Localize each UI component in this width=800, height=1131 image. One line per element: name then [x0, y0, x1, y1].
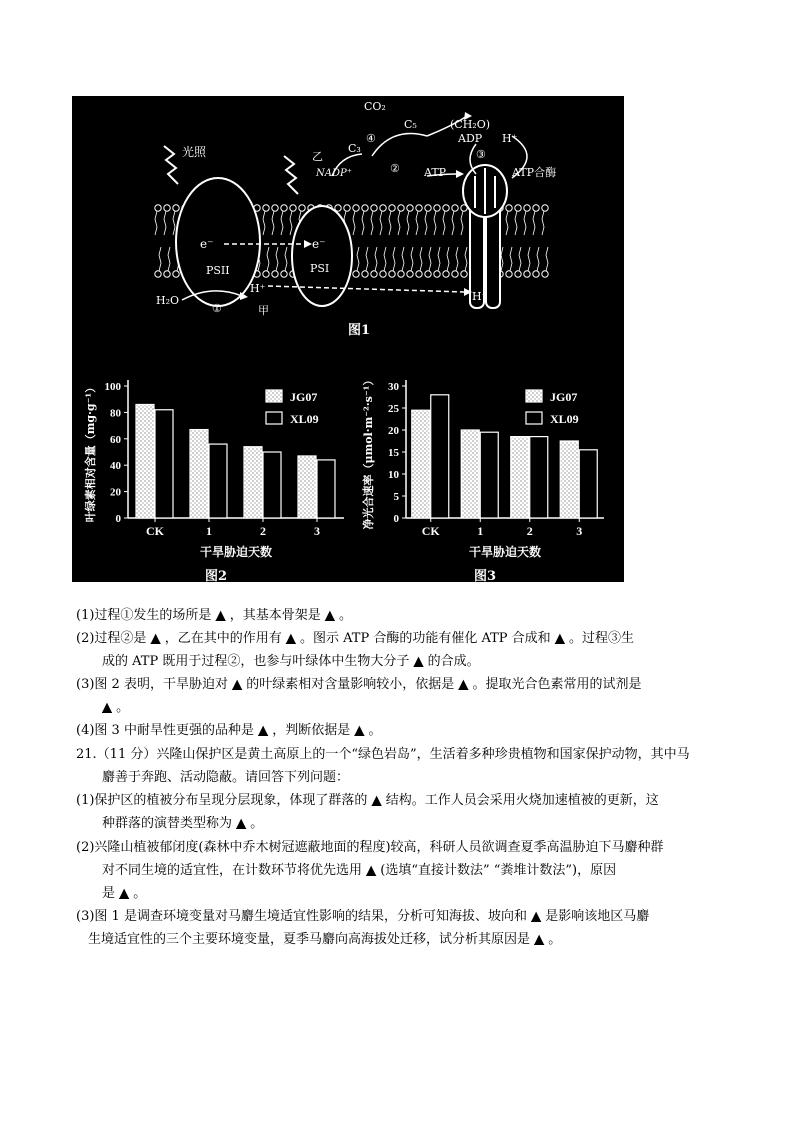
- answer-blank[interactable]: ▲: [215, 608, 226, 623]
- question-21-2c: 是 ▲ 。: [102, 886, 147, 901]
- legend-swatch: [526, 412, 542, 424]
- chart-figure3: [361, 375, 604, 582]
- y-tick-label: 40: [110, 460, 121, 473]
- y-tick-label: 80: [110, 407, 121, 420]
- label-adp: ADP: [458, 132, 483, 145]
- question-2b: 成的 ATP 既用于过程②，也参与叶绿体中生物大分子 ▲ 的合成。: [102, 654, 480, 669]
- label-step4: ④: [366, 132, 376, 145]
- question-21-2a: (2)兴隆山植被郁闭度(森林中乔木树冠遮蔽地面的程度)较高，科研人员欲调查夏季高温胁迫下马麝种群: [76, 840, 664, 855]
- x-axis-label: 干旱胁迫天数: [199, 545, 273, 559]
- bar-jg07-3: [560, 441, 578, 518]
- bar-jg07-2: [244, 447, 262, 518]
- y-tick-label: 100: [104, 381, 121, 393]
- bar-xl09-1: [209, 444, 227, 518]
- label-h2o: H₂O: [156, 294, 180, 307]
- answer-blank[interactable]: ▲: [232, 677, 243, 692]
- x-tick-label: 1: [206, 524, 212, 538]
- label-co2: CO₂: [364, 100, 386, 113]
- x-tick-label: 3: [314, 524, 320, 538]
- label-ch2o: (CH₂O): [450, 118, 491, 131]
- question-1: (1)过程①发生的场所是 ▲ ，其基本骨架是 ▲ 。: [76, 608, 352, 623]
- x-axis-label: 干旱胁迫天数: [468, 545, 542, 559]
- answer-blank[interactable]: ▲: [285, 631, 296, 646]
- x-tick-label: 3: [576, 524, 583, 538]
- bar-jg07-3: [298, 456, 316, 518]
- y-tick-label: 10: [388, 469, 399, 481]
- light-squiggle-1: [164, 146, 178, 184]
- light-squiggle-2: [284, 156, 298, 194]
- label-psii: PSII: [206, 264, 230, 277]
- label-c5: C₅: [404, 118, 417, 131]
- answer-blank[interactable]: ▲: [366, 863, 377, 878]
- label-psi: PSI: [310, 262, 330, 275]
- y-tick-label: 25: [388, 403, 399, 415]
- question-21-3a: (3)图 1 是调查环境变量对马麝生境适宜性影响的结果，分析可知海拔、坡向和 ▲ 是影响该地区马麝: [76, 909, 650, 924]
- bar-jg07-1: [461, 430, 479, 518]
- bar-xl09-2: [530, 437, 548, 518]
- label-h-plus-top: H⁺: [502, 132, 518, 145]
- figure1-caption: 图1: [348, 323, 371, 338]
- bar-xl09-2: [263, 452, 281, 518]
- label-electron-1: e⁻: [200, 237, 214, 251]
- x-tick-label: 2: [260, 524, 266, 538]
- y-axis-label: 净光合速率（μmol·m⁻²·s⁻¹）: [362, 374, 375, 530]
- label-jia: 甲: [258, 304, 269, 317]
- answer-blank[interactable]: ▲: [354, 723, 365, 738]
- bar-jg07-1: [190, 430, 208, 518]
- atp-synthase: [463, 165, 507, 308]
- psii-complex: [176, 178, 260, 306]
- label-step1: ①: [212, 302, 222, 315]
- question-3b: ▲ 。: [102, 700, 130, 715]
- y-tick-label: 20: [388, 425, 399, 437]
- legend-swatch: [526, 390, 542, 402]
- label-yi: 乙: [312, 150, 323, 163]
- bar-jg07-ck: [136, 404, 154, 518]
- legend-label: JG07: [550, 390, 578, 404]
- label-atp-synthase: ATP合酶: [512, 166, 557, 179]
- question-21-intro-a: 21.（11 分）兴隆山保护区是黄土高原上的一个“绿色岩岛”，生活着多种珍贵植物和国家保护动物，其中马: [76, 747, 690, 762]
- label-c3: C₃: [348, 142, 361, 155]
- label-step3: ③: [476, 148, 486, 161]
- calvin-arc-1: [372, 134, 427, 157]
- label-electron-2: e⁻: [312, 237, 326, 251]
- y-tick-label: 15: [388, 447, 399, 459]
- y-tick-label: 20: [110, 486, 121, 499]
- question-4: (4)图 3 中耐旱性更强的品种是 ▲ ，判断依据是 ▲ 。: [76, 723, 382, 738]
- question-21-3b: 生境适宜性的三个主要环境变量，夏季马麝向高海拔处迁移，试分析其原因是 ▲ 。: [88, 932, 562, 947]
- legend-label: XL09: [550, 412, 579, 426]
- answer-blank[interactable]: ▲: [371, 793, 382, 808]
- psi-complex: [292, 206, 352, 306]
- x-tick-label: CK: [146, 524, 164, 538]
- x-tick-label: CK: [421, 524, 440, 538]
- label-atp: ATP: [424, 166, 447, 179]
- y-tick-label: 0: [115, 513, 121, 525]
- y-tick-label: 0: [393, 513, 399, 525]
- answer-blank[interactable]: ▲: [119, 886, 130, 901]
- chart-title: 图3: [473, 569, 497, 582]
- question-21-1a: (1)保护区的植被分布呈现分层现象，体现了群落的 ▲ 结构。工作人员会采用火烧加速植被的更新，这: [76, 793, 659, 808]
- answer-blank[interactable]: ▲: [413, 654, 424, 669]
- answer-blank[interactable]: ▲: [150, 631, 161, 646]
- bar-xl09-3: [317, 460, 335, 518]
- answer-blank[interactable]: ▲: [554, 631, 565, 646]
- question-21-2b: 对不同生境的适宜性，在计数环节将优先选用 ▲ (选填“直接计数法” “粪堆计数法”)，原因: [102, 863, 617, 878]
- answer-blank[interactable]: ▲: [102, 700, 112, 715]
- bar-jg07-ck: [412, 410, 430, 518]
- y-tick-label: 60: [110, 433, 121, 446]
- bar-xl09-ck: [431, 395, 449, 518]
- answer-blank[interactable]: ▲: [324, 608, 335, 623]
- y-axis-label: 叶绿素相对含量（mg·g⁻¹）: [84, 381, 97, 523]
- x-tick-label: 2: [526, 524, 533, 538]
- chart-figure2: [83, 380, 344, 582]
- label-h-plus-mid: H⁺: [250, 282, 266, 295]
- answer-blank[interactable]: ▲: [258, 723, 269, 738]
- y-tick-label: 30: [388, 381, 399, 393]
- bar-xl09-1: [480, 432, 498, 518]
- bar-jg07-2: [511, 437, 529, 518]
- label-h-plus-bottom: H⁺: [472, 290, 488, 303]
- question-3a: (3)图 2 表明，干旱胁迫对 ▲ 的叶绿素相对含量影响较小，依据是 ▲ 。提取光合色素常用的试剂是: [76, 677, 642, 692]
- question-21-intro-b: 麝善于奔跑、活动隐蔽。请回答下列问题：: [102, 770, 350, 785]
- legend-label: JG07: [290, 390, 318, 404]
- label-light: 光照: [182, 145, 207, 159]
- question-2a: (2)过程②是 ▲ ，乙在其中的作用有 ▲ 。图示 ATP 合酶的功能有催化 ATP 合成和 ▲ 。过程③生: [76, 631, 634, 646]
- legend-label: XL09: [290, 412, 319, 426]
- y-tick-label: 5: [393, 491, 399, 503]
- label-step2: ②: [390, 162, 400, 175]
- question-21-1b: 种群落的演替类型称为 ▲ 。: [102, 816, 264, 831]
- chart-title: 图2: [204, 569, 228, 582]
- answer-blank[interactable]: ▲: [236, 816, 247, 831]
- bar-xl09-3: [579, 450, 597, 518]
- bar-xl09-ck: [155, 410, 173, 518]
- legend-swatch: [266, 390, 282, 402]
- answer-blank[interactable]: ▲: [531, 909, 542, 924]
- answer-blank[interactable]: ▲: [458, 677, 469, 692]
- label-nadp: NADP⁺: [316, 168, 352, 179]
- x-tick-label: 1: [477, 524, 484, 538]
- answer-blank[interactable]: ▲: [534, 932, 545, 947]
- figure-panel: [72, 96, 624, 582]
- figure-svg: [72, 96, 624, 582]
- legend-swatch: [266, 412, 282, 424]
